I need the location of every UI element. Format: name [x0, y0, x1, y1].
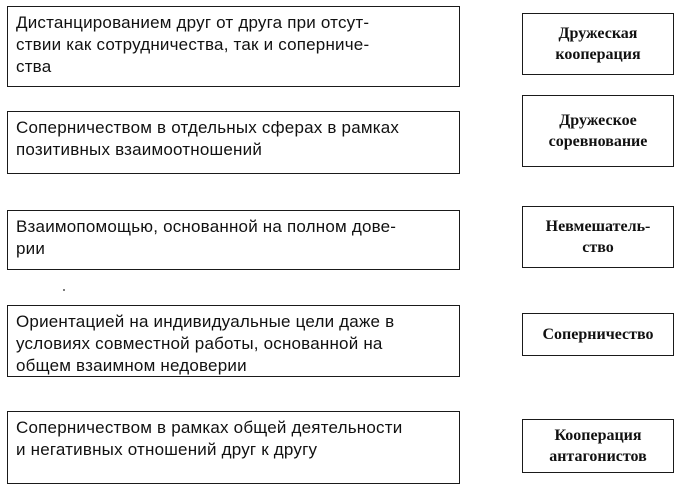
type-label-line: кооперация: [555, 46, 641, 63]
description-box-distancing: [7, 6, 460, 87]
description-line: позитивных взаимоотношений: [16, 140, 263, 159]
description-line: ствии как сотрудничества, так и соперниче-: [16, 35, 370, 54]
description-line: общем взаимном недоверии: [16, 356, 247, 375]
scan-speck: [63, 289, 65, 291]
type-box-friendly-cooperation: [522, 13, 674, 75]
description-box-mutual-aid: [7, 210, 460, 270]
description-line: Дистанцированием друг от друга при отсут-: [16, 13, 370, 32]
type-label-line: соревнование: [548, 133, 648, 150]
description-line: ства: [16, 57, 52, 76]
type-label-line: Кооперация: [554, 427, 642, 444]
description-line: Ориентацией на индивидуальные цели даже в: [16, 312, 395, 331]
description-line: рии: [16, 239, 46, 258]
description-box-rivalry-negative: [7, 411, 460, 484]
type-label-line: Дружеская: [558, 25, 638, 42]
description-line: Взаимопомощью, основанной на полном дове-: [16, 217, 397, 236]
description-line: и негативных отношений друг к другу: [16, 440, 318, 459]
type-label-line: Дружеское: [559, 112, 637, 129]
description-line: Соперничеством в отдельных сферах в рамках: [16, 118, 400, 137]
type-box-antagonist-cooperation: [522, 419, 674, 473]
description-box-individual-goals: [7, 305, 460, 377]
type-box-rivalry: [522, 313, 674, 356]
description-line: Соперничеством в рамках общей деятельности: [16, 418, 403, 437]
type-box-non-interference: [522, 206, 674, 268]
description-line: условиях совместной работы, основанной на: [16, 334, 383, 353]
type-label-line: Невмешатель-: [545, 218, 651, 235]
description-box-rivalry-positive: [7, 111, 460, 174]
type-box-friendly-competition: [522, 95, 674, 167]
type-label-line: ство: [582, 239, 614, 256]
type-label-line: антагонистов: [549, 448, 647, 465]
type-label-line: Соперничество: [542, 326, 654, 343]
